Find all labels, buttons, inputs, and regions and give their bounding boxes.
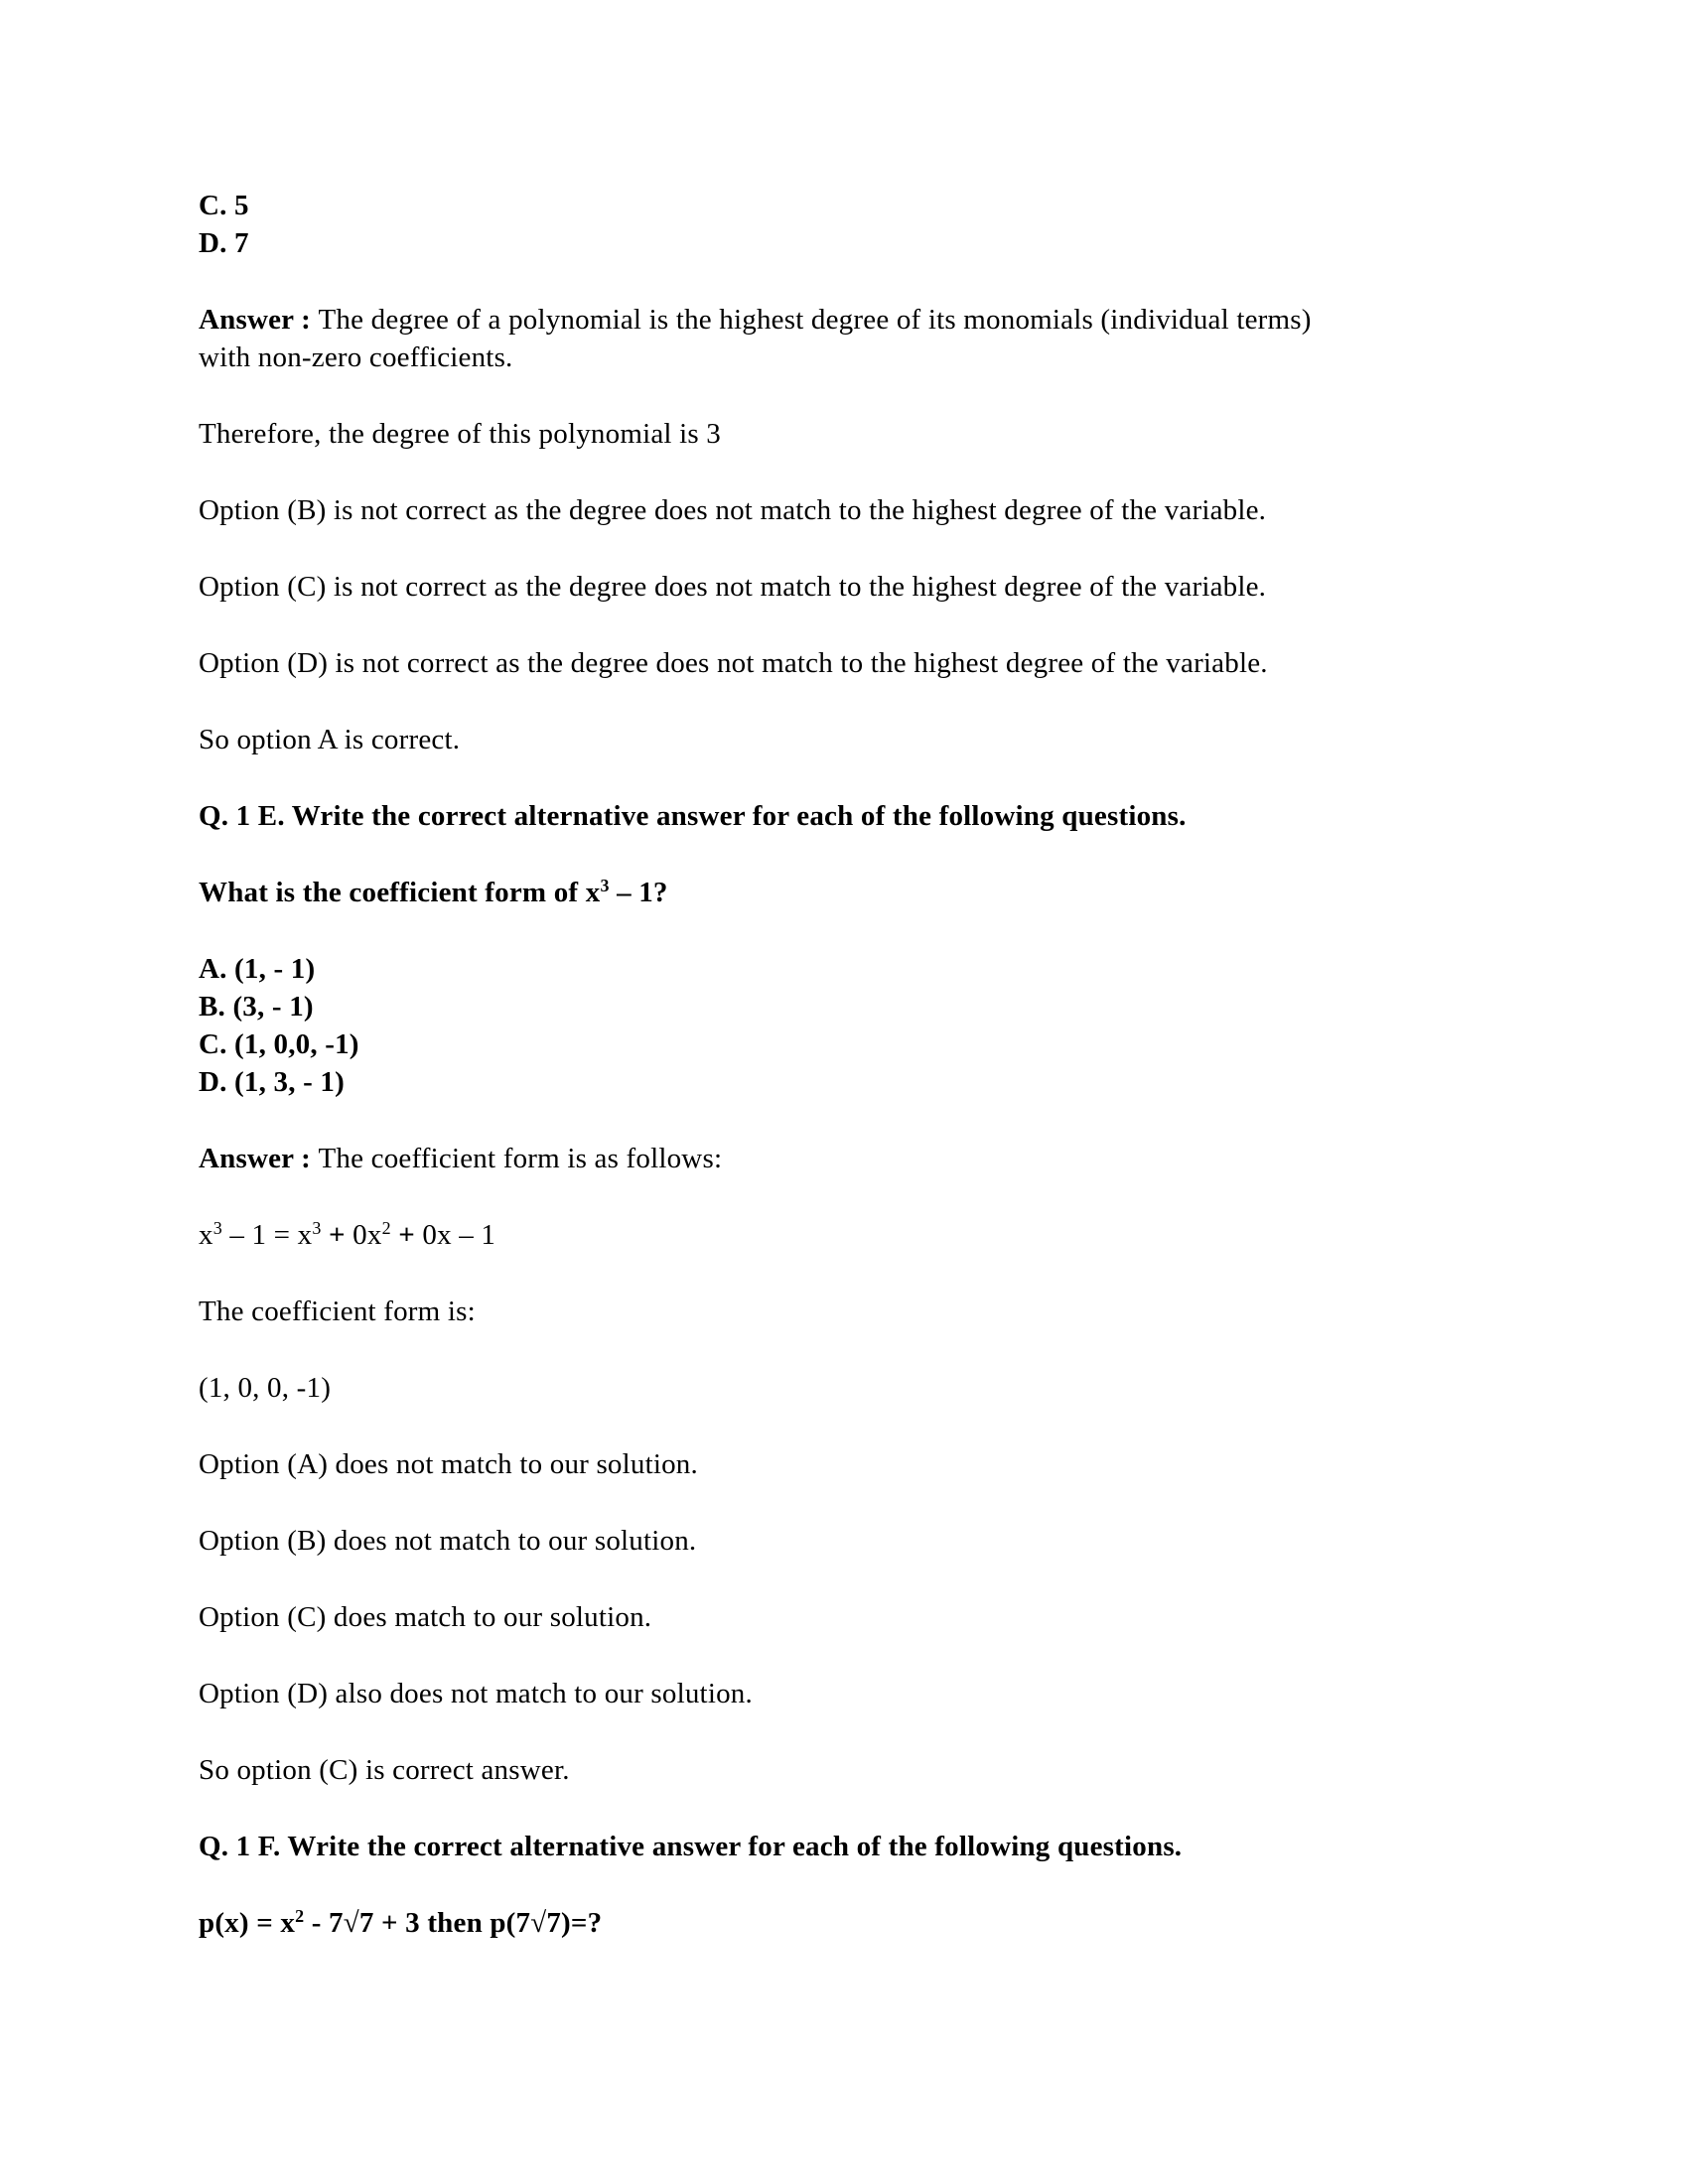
text-run: x bbox=[199, 1219, 213, 1251]
text-run bbox=[322, 1219, 329, 1251]
text-run: 0x – 1 bbox=[414, 1219, 496, 1251]
text-run: So option A is correct. bbox=[199, 724, 461, 755]
text-run: – 1? bbox=[609, 877, 668, 908]
text-run: So option (C) is correct answer. bbox=[199, 1754, 570, 1786]
option-c-not-correct bbox=[199, 568, 1450, 606]
text-run: The coefficient form is: bbox=[199, 1296, 476, 1327]
conclusion-option-c bbox=[199, 1751, 1450, 1789]
text-run: The degree of a polynomial is the highest degree of its monomials (individual terms) bbox=[318, 304, 1312, 336]
answer-degree-definition bbox=[199, 301, 1450, 376]
options-c-d-prev-question bbox=[199, 187, 1450, 262]
text-run: B. (3, - 1) bbox=[199, 991, 314, 1023]
text-run: + bbox=[398, 1219, 415, 1251]
text-run: Option (C) is not correct as the degree does not match to the highest degree of the variable. bbox=[199, 571, 1267, 603]
text-run: with non-zero coefficients. bbox=[199, 341, 513, 373]
text-run: Answer : bbox=[199, 1143, 319, 1174]
text-run: Answer : bbox=[199, 304, 319, 336]
option-c-match bbox=[199, 1598, 1450, 1636]
text-run: Q. 1 F. Write the correct alternative answer for each of the following questions. bbox=[199, 1831, 1183, 1862]
text-run: Option (C) does match to our solution. bbox=[199, 1601, 652, 1633]
text-run: Option (D) also does not match to our solution. bbox=[199, 1678, 753, 1709]
question-1f-body bbox=[199, 1904, 1450, 1942]
text-run: What is the coefficient form of x bbox=[199, 877, 601, 908]
text-run: Therefore, the degree of this polynomial is 3 bbox=[199, 418, 722, 450]
text-run: – 1 = x bbox=[221, 1219, 313, 1251]
text-run: 3 bbox=[212, 1218, 222, 1239]
text-run: Option (B) does not match to our solution. bbox=[199, 1525, 697, 1557]
option-b-not-correct bbox=[199, 491, 1450, 529]
text-run: C. 5 bbox=[199, 190, 249, 221]
option-d-no-match bbox=[199, 1675, 1450, 1712]
text-run: The coefficient form is as follows: bbox=[318, 1143, 723, 1174]
equation-expansion bbox=[199, 1216, 1450, 1254]
text-run: 0x bbox=[345, 1219, 382, 1251]
text-run: Option (A) does not match to our solution. bbox=[199, 1448, 698, 1480]
coefficient-form-value bbox=[199, 1369, 1450, 1407]
text-run: Option (B) is not correct as the degree does not match to the highest degree of the variable. bbox=[199, 494, 1267, 526]
text-run: 2 bbox=[381, 1218, 391, 1239]
option-d-not-correct bbox=[199, 644, 1450, 682]
coefficient-form-label bbox=[199, 1293, 1450, 1330]
text-run: - 7√7 + 3 then p(7√7)=? bbox=[304, 1907, 603, 1939]
option-a-no-match bbox=[199, 1445, 1450, 1483]
text-run: 3 bbox=[312, 1218, 322, 1239]
text-run: Option (D) is not correct as the degree does not match to the highest degree of the variable. bbox=[199, 647, 1268, 679]
text-run: 3 bbox=[600, 876, 610, 896]
text-run: p(x) = x bbox=[199, 1907, 296, 1939]
text-run: A. (1, - 1) bbox=[199, 953, 316, 985]
option-b-no-match bbox=[199, 1522, 1450, 1560]
text-run: + bbox=[329, 1219, 346, 1251]
question-1e-heading bbox=[199, 797, 1450, 835]
text-run: (1, 0, 0, -1) bbox=[199, 1372, 332, 1404]
conclusion-option-a bbox=[199, 721, 1450, 758]
text-run: D. 7 bbox=[199, 227, 249, 259]
text-run: 2 bbox=[295, 1906, 305, 1927]
statement-degree-is-3 bbox=[199, 415, 1450, 453]
text-run: C. (1, 0,0, -1) bbox=[199, 1028, 359, 1060]
question-1e-body bbox=[199, 874, 1450, 911]
question-1f-heading bbox=[199, 1828, 1450, 1865]
document-content bbox=[199, 187, 1450, 1942]
options-1e-list bbox=[199, 950, 1450, 1101]
text-run: D. (1, 3, - 1) bbox=[199, 1066, 345, 1098]
text-run: Q. 1 E. Write the correct alternative answer for each of the following questions. bbox=[199, 800, 1187, 832]
answer-1e-intro bbox=[199, 1140, 1450, 1177]
